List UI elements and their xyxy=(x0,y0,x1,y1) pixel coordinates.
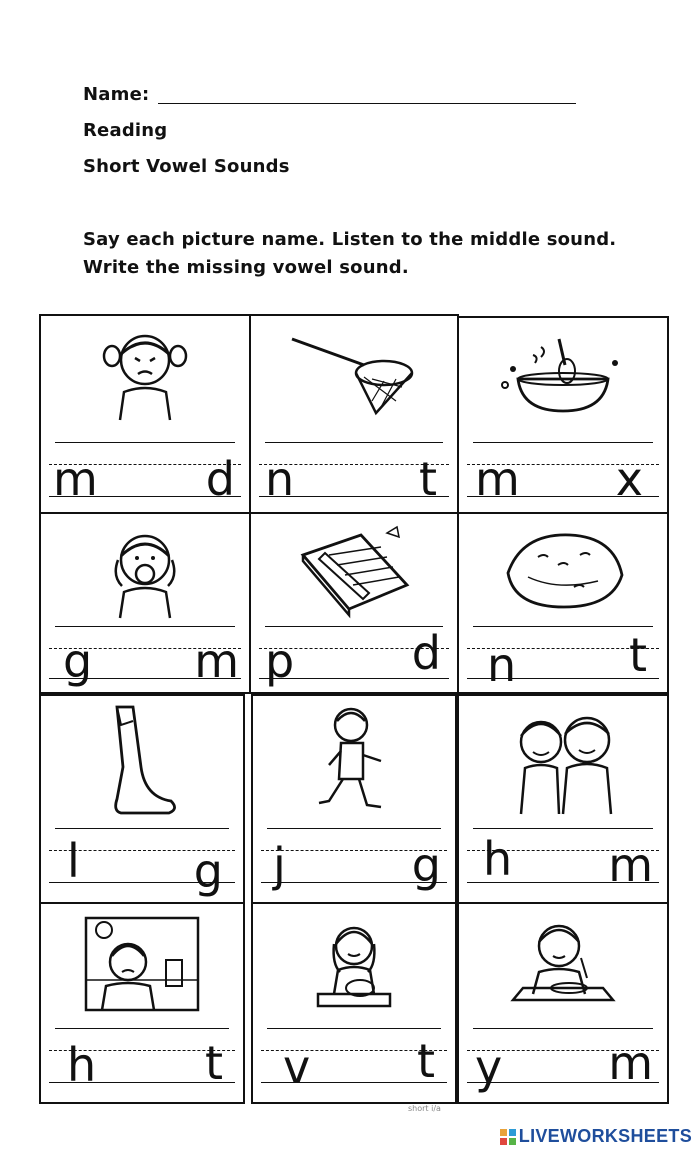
mixing-bowl-picture xyxy=(459,318,667,430)
first-letter: v xyxy=(283,1040,311,1094)
subject-label: Reading xyxy=(83,120,168,141)
vowel-answer-input[interactable] xyxy=(324,454,384,500)
brand-name: LIVEWORKSHEETS xyxy=(518,1126,692,1146)
vowel-answer-input[interactable] xyxy=(112,1040,172,1086)
boy-jogging-picture xyxy=(253,696,455,826)
first-letter: l xyxy=(67,834,80,888)
name-line[interactable] xyxy=(158,103,576,104)
write-line xyxy=(267,828,441,829)
topic-label: Short Vowel Sounds xyxy=(83,156,290,177)
girl-gum-picture xyxy=(41,514,249,626)
worksheet-grid xyxy=(39,314,669,1104)
boy-eating-picture xyxy=(459,904,667,1024)
write-line xyxy=(55,626,235,627)
notepad-pencil-picture xyxy=(251,514,457,626)
page-caption: short i/a xyxy=(408,1104,441,1113)
last-letter: m xyxy=(194,634,239,688)
nut-picture xyxy=(459,514,667,626)
word-card xyxy=(39,694,245,904)
instruction-line-1: Say each picture name. Listen to the middle sound. xyxy=(83,229,617,250)
last-letter: t xyxy=(204,1036,223,1090)
last-letter: g xyxy=(193,844,223,898)
vowel-answer-input[interactable] xyxy=(115,636,175,682)
word-card xyxy=(251,902,457,1104)
word-card xyxy=(249,512,459,694)
vowel-answer-input[interactable] xyxy=(533,636,593,682)
vowel-answer-input[interactable] xyxy=(115,454,175,500)
last-letter: x xyxy=(615,452,643,506)
write-line xyxy=(473,626,653,627)
name-label: Name: xyxy=(83,84,150,105)
first-letter: n xyxy=(487,638,517,692)
write-line xyxy=(55,442,235,443)
write-line xyxy=(473,1028,653,1029)
write-line xyxy=(267,1028,441,1029)
vowel-answer-input[interactable] xyxy=(324,840,384,886)
first-letter: j xyxy=(273,838,286,892)
vowel-answer-input[interactable] xyxy=(533,840,593,886)
first-letter: h xyxy=(483,832,513,886)
last-letter: d xyxy=(205,452,235,506)
bug-net-picture xyxy=(251,316,457,428)
last-letter: t xyxy=(628,628,647,682)
girl-vet-picture xyxy=(253,904,455,1024)
write-line xyxy=(473,442,653,443)
kids-hugging-picture xyxy=(459,696,667,826)
word-card xyxy=(457,694,669,904)
write-line xyxy=(265,442,443,443)
last-letter: g xyxy=(411,838,441,892)
girl-mad-picture xyxy=(41,316,249,428)
word-card xyxy=(457,902,669,1104)
vowel-answer-input[interactable] xyxy=(533,1040,593,1086)
first-letter: g xyxy=(63,634,93,688)
vowel-answer-input[interactable] xyxy=(324,1040,384,1086)
vowel-answer-input[interactable] xyxy=(324,636,384,682)
word-card xyxy=(249,314,459,514)
first-letter: h xyxy=(67,1038,97,1092)
last-letter: d xyxy=(411,626,441,680)
liveworksheets-logo xyxy=(500,1126,692,1147)
instruction-line-2: Write the missing vowel sound. xyxy=(83,257,409,278)
word-card xyxy=(457,316,669,514)
write-line xyxy=(55,828,229,829)
liveworksheets-icon xyxy=(500,1129,516,1145)
word-card xyxy=(251,694,457,904)
leg-picture xyxy=(41,696,243,826)
word-card xyxy=(457,512,669,694)
last-letter: m xyxy=(608,1036,653,1090)
word-card xyxy=(39,902,245,1104)
first-letter: p xyxy=(265,634,295,688)
word-card xyxy=(39,512,251,694)
vowel-answer-input[interactable] xyxy=(112,840,172,886)
vowel-answer-input[interactable] xyxy=(533,454,593,500)
last-letter: t xyxy=(418,452,437,506)
first-letter: y xyxy=(475,1040,503,1094)
write-line xyxy=(55,1028,229,1029)
last-letter: m xyxy=(608,838,653,892)
first-letter: m xyxy=(53,452,98,506)
last-letter: t xyxy=(416,1034,435,1088)
first-letter: n xyxy=(265,452,295,506)
write-line xyxy=(473,828,653,829)
boy-hot-picture xyxy=(41,904,243,1024)
word-card xyxy=(39,314,251,514)
first-letter: m xyxy=(475,452,520,506)
